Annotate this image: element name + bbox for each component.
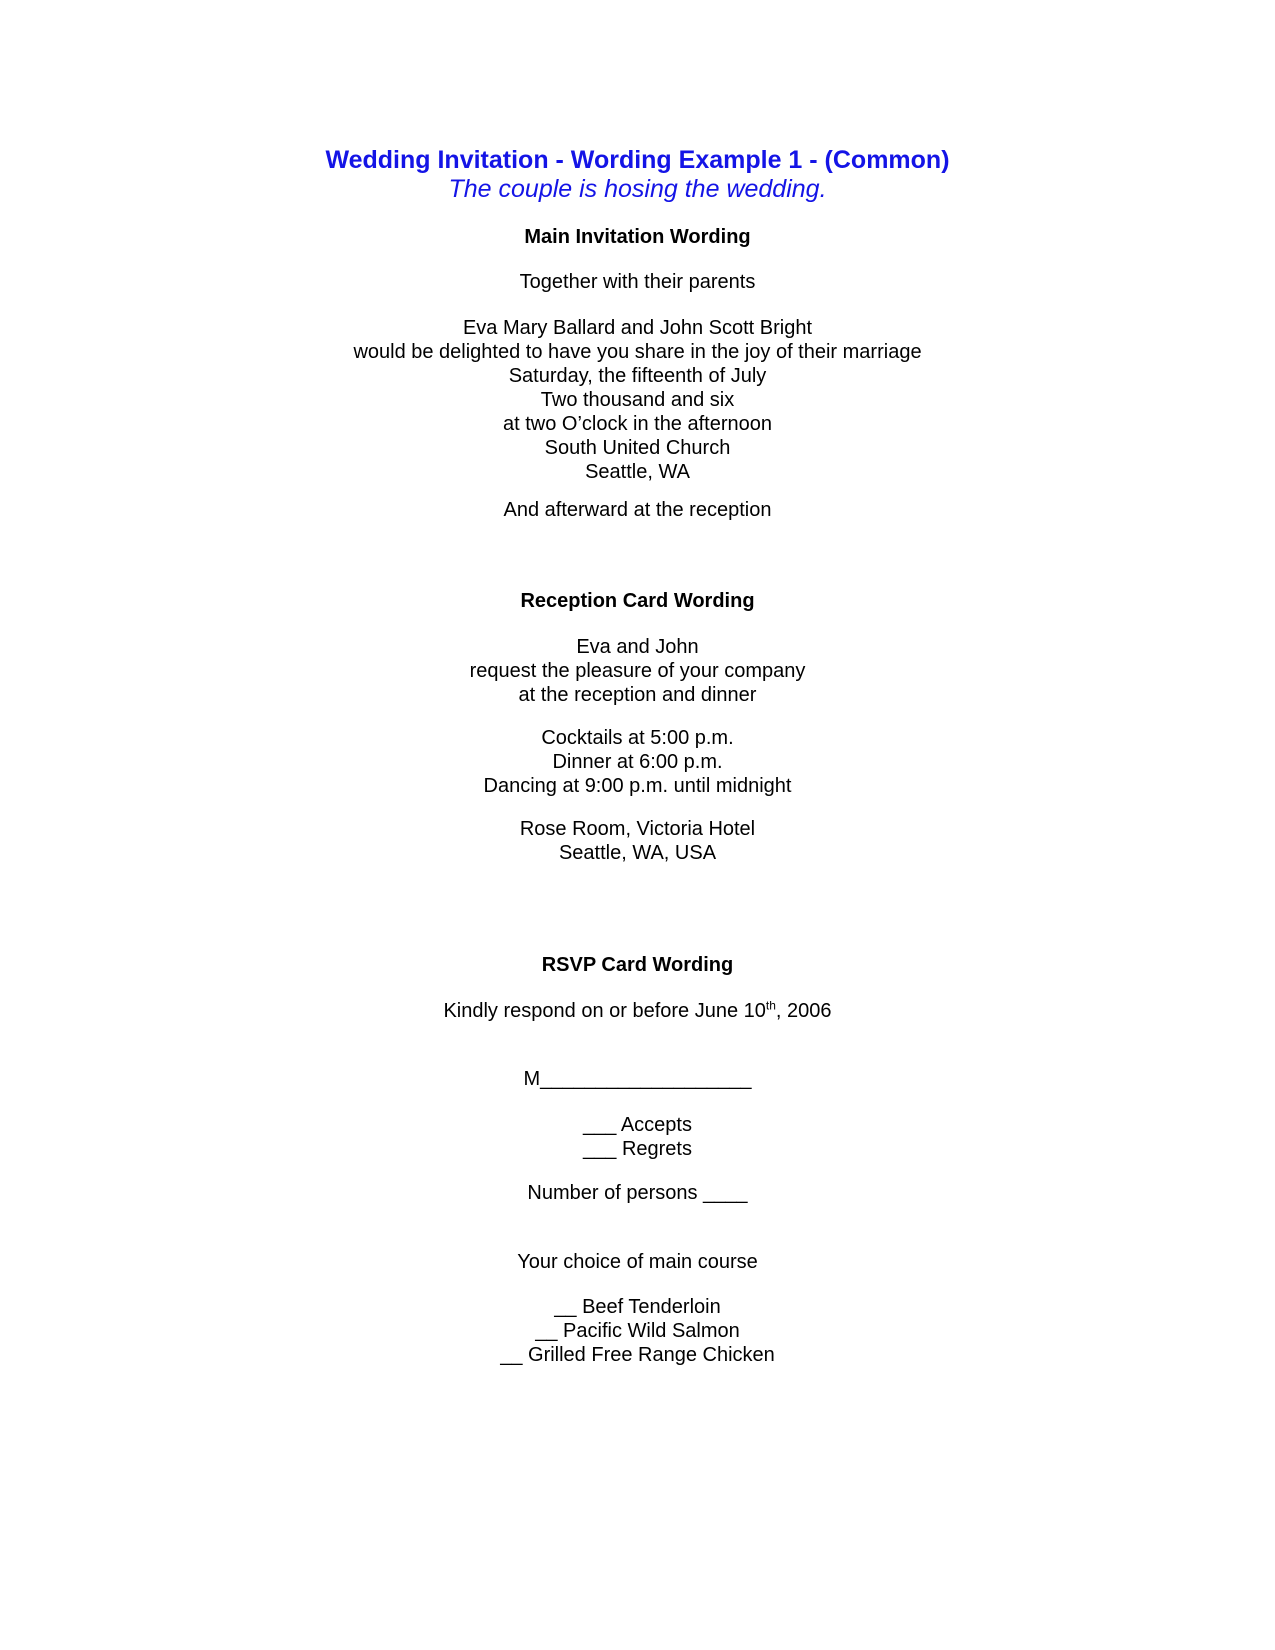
rsvp-course-options — [0, 1295, 1275, 1367]
invitation-line: at two O’clock in the afternoon — [502, 413, 773, 435]
course-option: __ Pacific Wild Salmon — [535, 1320, 740, 1342]
rsvp-card-heading: RSVP Card Wording — [541, 954, 734, 976]
course-option: __ Beef Tenderloin — [554, 1296, 721, 1318]
rsvp-responses — [0, 1113, 1275, 1161]
invitation-line: would be delighted to have you share in the joy of their marriage — [353, 341, 922, 363]
course-option: __ Grilled Free Range Chicken — [500, 1344, 775, 1366]
schedule-line: Cocktails at 5:00 p.m. — [541, 727, 734, 749]
reception-line: request the pleasure of your company — [469, 660, 806, 682]
rsvp-name-line: M___________________ — [523, 1068, 752, 1090]
rsvp-respond-suffix: , 2006 — [775, 1000, 832, 1022]
reception-card-heading: Reception Card Wording — [520, 590, 755, 612]
reception-card-body — [0, 635, 1275, 707]
main-invitation-body — [0, 316, 1275, 484]
invitation-line: Eva Mary Ballard and John Scott Bright — [462, 317, 813, 339]
main-invitation-heading: Main Invitation Wording — [524, 226, 751, 248]
venue-line: Rose Room, Victoria Hotel — [519, 818, 756, 840]
document-title: Wedding Invitation - Wording Example 1 - (Common) — [325, 146, 950, 174]
invitation-line: Saturday, the fifteenth of July — [508, 365, 767, 387]
venue-line: Seattle, WA, USA — [558, 842, 717, 864]
schedule-line: Dinner at 6:00 p.m. — [552, 751, 723, 773]
invitation-line: South United Church — [544, 437, 731, 459]
rsvp-number-of-persons: Number of persons ____ — [527, 1182, 748, 1204]
reception-line: at the reception and dinner — [518, 684, 757, 706]
invitation-line: Two thousand and six — [540, 389, 735, 411]
schedule-line: Dancing at 9:00 p.m. until midnight — [483, 775, 792, 797]
document-subtitle: The couple is hosing the wedding. — [448, 175, 827, 203]
invitation-line: Seattle, WA — [585, 461, 690, 483]
rsvp-course-prompt: Your choice of main course — [517, 1251, 758, 1273]
rsvp-respond-ordinal: th — [765, 998, 776, 1013]
reception-schedule — [0, 726, 1275, 798]
rsvp-response-option: ___ Accepts — [583, 1114, 692, 1136]
main-invitation-closing: And afterward at the reception — [503, 499, 772, 521]
rsvp-respond-prefix: Kindly respond on or before June 10 — [443, 1000, 766, 1022]
main-invitation-intro: Together with their parents — [519, 271, 756, 293]
reception-line: Eva and John — [576, 636, 699, 658]
rsvp-respond-by — [0, 999, 1275, 1023]
rsvp-response-option: ___ Regrets — [583, 1138, 692, 1160]
reception-venue — [0, 817, 1275, 865]
